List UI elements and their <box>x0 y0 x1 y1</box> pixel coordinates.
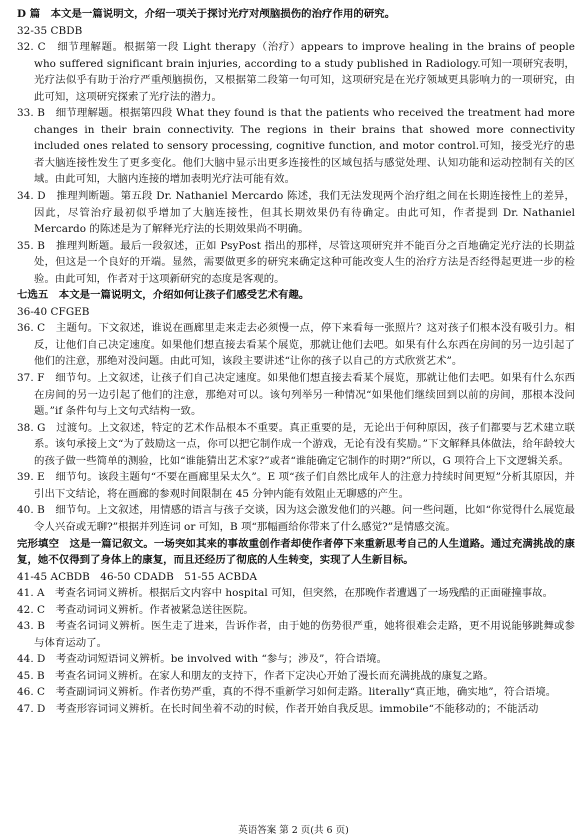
section-heading-seven-choose-five: 七选五 本文是一篇说明文，介绍如何让孩子们感受艺术有趣。 <box>17 289 310 302</box>
explanation-44: 44. D 考查动词短语词义辨析。be involved with “参与；涉及”，符合语境。 <box>17 653 388 666</box>
explanation-47: 47. D 考查形容词词义辨析。在长时间坐着不动的时候，作者开始自我反思。immobile“不能移动的；不能活动 <box>17 702 539 715</box>
explanation-45: 45. B 考查名词词义辨析。在家人和朋友的支持下，作者下定决心开始了漫长而充满挑战的康复之路。 <box>17 669 494 682</box>
explanation-34: 34. D 推理判断题。第五段 Dr. Nathaniel Mercardo 陈述，我们无法发现两个治疗组之间在长期连接性上的差异，因此，尽管治疗最初似乎增加了大脑连接性，但其长期效果仍有待确定。由此可知，作者提到 Dr. Nathaniel Mercardo 的陈述是为了解释光疗法的长期效果尚不明确。 <box>17 190 575 236</box>
page-footer: 英语答案 第 2 页(共 6 页) <box>238 825 349 836</box>
explanation-37: 37. F 细节句。上文叙述，让孩子们自己决定速度。如果他们想直接去看某个展览，那就让他们去吧。如果有什么东西在房间的另一边引起了他们的注意，那绝对可以。该句列举另一种情况“如果他们继续回到以前的房间，那根本没问题。”if 条件句与上文句式结构一致。 <box>17 372 575 418</box>
explanation-43: 43. B 考查名词词义辨析。医生走了进来，告诉作者，由于她的伤势很严重，她将很难会走路，更不用说能够跳舞或参与体育运动了。 <box>17 620 575 649</box>
answer-key-36-40: 36-40 CFGEB <box>17 305 90 318</box>
explanation-35: 35. B 推理判断题。最后一段叙述，正如 PsyPost 指出的那样，尽管这项研究并不能百分之百地确定光疗法的长期益处，但这是一个良好的开端。显然，需要做更多的研究来确定这种可能改变人生的治疗方法是否经得起更进一步的检验。由此可知，作者对于这项新研究的态度是客观的。 <box>17 239 575 285</box>
section-heading-cloze: 完形填空 这是一篇记叙文。一场突如其来的事故重创作者却使作者停下来重新思考自己的人生道路。通过充满挑战的康复，她不仅得到了身体上的康复，而且还经历了彻底的人生转变，实现了人生新目标。 <box>17 537 575 567</box>
section-heading-d: D 篇 本文是一篇说明文，介绍一项关于探讨光疗对颅脑损伤的治疗作用的研究。 <box>17 8 396 20</box>
explanation-32: 32. C 细节理解题。根据第一段 Light therapy（治疗）appears to improve healing in the brains of people who suffered significant brain injuries, according to a study published in Radiology.可知一项研究表明，光疗法似乎有助于治疗严重颅脑损伤，又根据第二段第一句可知，这项研究是在光疗领域更具影响力的一项研究，由此可知，这项研究探索了光疗法的潜力。 <box>17 41 575 103</box>
explanation-36: 36. C 主题句。下文叙述，谁说在画廊里走来走去必须慢一点，停下来看每一张照片？这对孩子们根本没有吸引力。相反，让他们自己决定速度。如果他们想直接去看某个展览，那就让他们去吧。如果有什么东西在房间的另一边引起了他们的注意，那绝对没问题。由此可知，该段主要讲述“让你的孩子以自己的方式欣赏艺术”。 <box>17 322 575 368</box>
explanation-39: 39. E 细节句。该段主题句“不要在画廊里呆太久”。E 项“孩子们自然比成年人的注意力持续时间更短”分析其原因，并引出下文结论，将在画廊的参观时间限制在 45 分钟内能有效阻止无聊感的产生。 <box>17 471 575 500</box>
explanation-46: 46. C 考查副词词义辨析。作者伤势严重，真的不得不重新学习如何走路。literally“真正地，确实地”，符合语境。 <box>17 686 557 699</box>
answer-key-32-35: 32-35 CBDB <box>17 24 83 37</box>
explanation-40: 40. B 细节句。上文叙述，用情感的语言与孩子交谈，因为这会激发他们的兴趣。问一些问题，比如“你觉得什么展览最令人兴奋或无聊?”根据并列连词 or 可知，B 项“那幅画给你带来了什么感觉?”是情感交流。 <box>17 504 575 533</box>
explanation-33: 33. B 细节理解题。根据第四段 What they found is that the patients who received the treatment had more changes in their brain connectivity. The regions in their brains that showed more connectivity included ones related to sensory processing, cognitive function, and motor control.可知，接受光疗的患者大脑连接性发生了更多变化。他们大脑中显示出更多连接性的区域包括与感觉处理、认知功能和运动控制有关的区域。由此可知，大脑内连接的增加表明光疗法可能有效。 <box>17 107 575 186</box>
explanation-41: 41. A 考查名词词义辨析。根据后文内容中 hospital 可知，但突然，在那晚作者遭遇了一场残酷的正面碰撞事故。 <box>17 587 554 600</box>
explanation-42: 42. C 考查动词词义辨析。作者被紧急送往医院。 <box>17 603 254 616</box>
explanation-38: 38. G 过渡句。上文叙述，特定的艺术作品根本不重要。真正重要的是，无论出于何种原因，孩子们都要与艺术建立联系。该句承接上文“为了鼓励这一点，你可以把它制作成一个游戏，无论有没有奖励。”下文解释具体做法，给年龄较大的孩子做一些简单的测验，比如“谁能猜出艺术家?”或者“谁能确定它制作的时期?”所以，G 项符合上下文逻辑关系。 <box>17 421 575 467</box>
answer-key-41-55: 41-45 ACBDB 46-50 CDADB 51-55 ACBDA <box>17 570 258 583</box>
answer-document <box>17 6 575 718</box>
